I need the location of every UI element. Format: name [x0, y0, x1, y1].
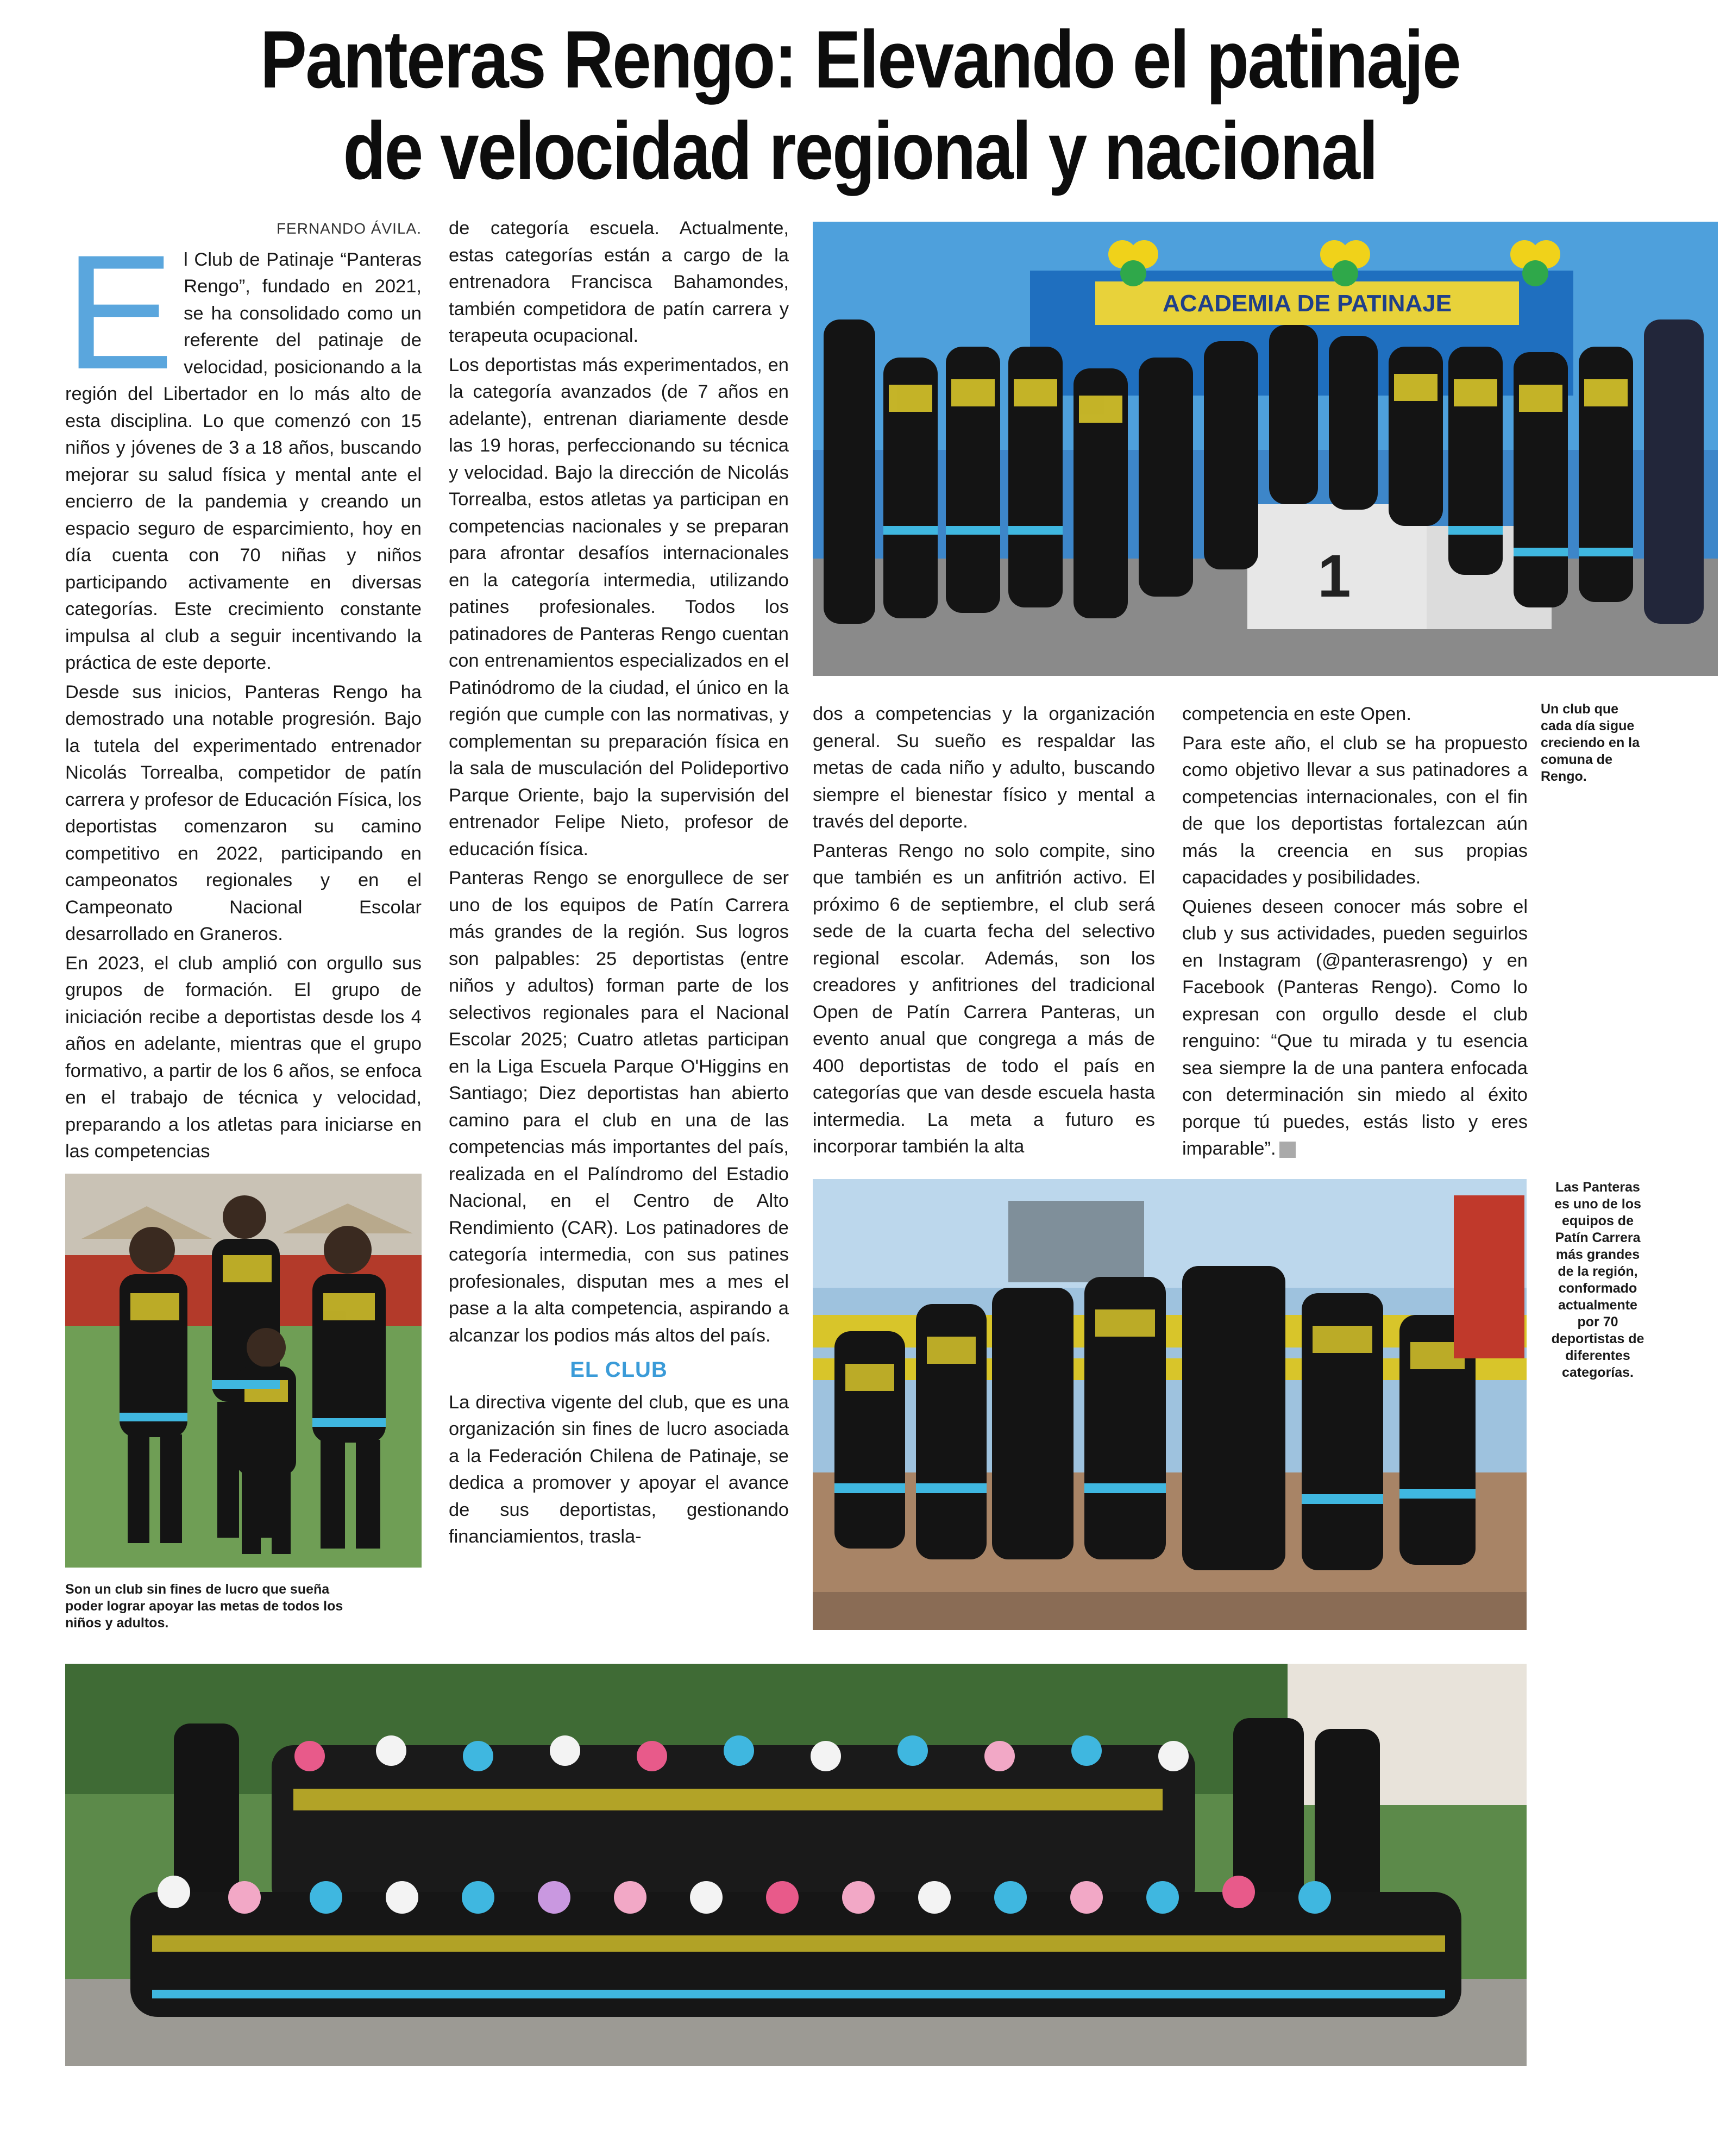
photo-group-illustration — [65, 1664, 1527, 2066]
paragraph: Panteras Rengo no solo compite, sino que también es un anfitrión activo. El próximo 6 de septiembre, el club será sede de la cuarta fecha del selectivo regional escolar. Además, son los creadores y anfitriones del tradicional Open de Patín Carrera Panteras, un evento anual que congrega a más de 400 deportistas de todo el país en categorías que van desde escuela hasta intermedia. La meta a futuro es incorporar también la alta — [813, 840, 1155, 1157]
article-column-2 — [449, 215, 789, 1639]
photo-bottom-club-group — [65, 1664, 1527, 2066]
article-column-1 — [65, 215, 422, 1162]
photo-middle-team — [813, 1179, 1527, 1630]
caption-left-photo: Son un club sin fines de lucro que sueña poder lograr apoyar las metas de todos los niños y adultos. — [65, 1582, 343, 1631]
paragraph: Panteras Rengo se enorgullece de ser uno de los equipos de Patín Carrera más grandes de la región. Sus logros son palpables: 25 deportistas (entre niños y adultos) forman parte de los selectivos regionales para el Nacional Escolar 2025; Cuatro atletas participan en la Liga Escuela Parque O'Higgins en Santiago; Diez deportistas han abierto camino para el club en una de las competencias más importantes del país, realizada en el Palíndromo del Estadio Nacional, en el Centro de Alto Rendimiento (CAR). Los patinadores de categoría intermedia, con sus patines profesionales, disputan mes a mes el pase a la alta competencia, aspirando a alcanzar los podios más altos del país. — [449, 868, 789, 1346]
section-title-el-club: EL CLUB — [570, 1358, 668, 1382]
paragraph: de categoría escuela. Actualmente, estas categorías están a cargo de la entrenadora Francisca Bahamondes, también competidora de patín carrera y terapeuta ocupacional. — [449, 218, 789, 346]
photo-team-illustration — [813, 1179, 1527, 1630]
paragraph: dos a competencias y la organización general. Su sueño es respaldar las metas de cada niño y adulto, buscando siempre el bienestar físico y mental a través del deporte. — [813, 704, 1155, 832]
paragraph: La directiva vigente del club, que es una organización sin fines de lucro asociada a la Federación Chilena de Patinaje, se dedica a promover y apoyar el avance de sus deportistas, gestionando financiamientos, trasla- — [449, 1392, 789, 1547]
caption-middle-right: Las Panteras es uno de los equipos de Patín Carrera más grandes de la región, conformado actualmente por 70 deportistas de diferentes categorías. — [1551, 1180, 1644, 1380]
headline-line-1: Panteras Rengo: Elevando el patinaje — [260, 14, 1460, 105]
paragraph-text: Quienes deseen conocer más sobre el club y sus actividades, pueden seguirlos en Instagram (@panterasrengo) y en Facebook (Panteras Rengo). Como lo expresan con orgullo desde el club renguino: “Que tu mirada y tu esencia sea siempre la de una pantera enfocada con determinación sin miedo al éxito porque tú puedes, estás listo y eres imparable”. — [1182, 896, 1528, 1159]
byline: FERNANDO ÁVILA. — [276, 220, 422, 237]
paragraph: Para este año, el club se ha propuesto como objetivo llevar a sus patinadores a competencias internacionales, con el fin de que los deportistas fortalezcan aún más la creencia en sus propias capacidades y posibilidades. — [1182, 732, 1528, 888]
photo-top-podium — [813, 222, 1718, 676]
end-of-article-icon — [1279, 1142, 1296, 1158]
podium-number: 1 — [1317, 543, 1351, 610]
paragraph: l Club de Patinaje “Panteras Rengo”, fundado en 2021, se ha consolidado como un referente del patinaje de velocidad, posicionando a la región del Libertador en lo más alto de esta disciplina. Lo que comenzó con 15 niños y jóvenes de 3 a 18 años, buscando mejorar su salud física y mental ante el encierro de la pandemia y creando un espacio seguro de esparcimiento, hoy en día cuenta con 70 niñas y niños participando activamente en diversas categorías. Este crecimiento constante impulsa al club a seguir incentivando la práctica de este deporte. — [65, 249, 422, 673]
paragraph — [1182, 894, 1528, 1163]
paragraph: Los deportistas más experimentados, en la categoría avanzados (de 7 años en adelante), entrenan diariamente desde las 19 horas, perfeccionando su técnica y velocidad. Bajo la dirección de Nicolás Torrealba, estos atletas ya participan en competencias nacionales y se preparan para afrontar desafíos internacionales en la categoría intermedia, utilizando patines profesionales. Todos los patinadores de Panteras Rengo cuentan con entrenamientos especializados en el Patinódromo de la ciudad, el único en la región que cumple con las normativas, y complementan su preparación física en la sala de musculación del Polideportivo Parque Oriente, bajo la supervisión del entrenador Felipe Nieto, profesor de educación física. — [449, 354, 789, 860]
article-column-3 — [813, 701, 1155, 1168]
headline-line-2: de velocidad regional y nacional — [343, 105, 1377, 196]
paragraph: Desde sus inicios, Panteras Rengo ha demostrado una notable progresión. Bajo la tutela del experimentado entrenador Nicolás Torrealba, competidor de patín carrera y profesor de Educación Física, los deportistas comenzaron su camino competitivo en 2022, participando en campeonatos regionales y en el Campeonato Nacional Escolar desarrollado en Graneros. — [65, 681, 422, 944]
article-column-4 — [1182, 701, 1528, 1168]
photo-podium-illustration — [813, 222, 1718, 676]
headline — [177, 14, 1543, 196]
paragraph: En 2023, el club amplió con orgullo sus grupos de formación. El grupo de iniciación recibe a deportistas desde los 4 años en adelante, mientras que el grupo formativo, a partir de los 6 años, se enfoca en el trabajo de técnica y velocidad, preparando a los atletas para iniciarse en las competencias — [65, 952, 422, 1162]
caption-top-right: Un club que cada día sigue creciendo en la comuna de Rengo. — [1541, 701, 1640, 784]
banner-text: ACADEMIA DE PATINAJE — [1162, 290, 1452, 317]
drop-cap: E — [65, 220, 174, 403]
photo-left-illustration — [65, 1174, 422, 1568]
paragraph: competencia en este Open. — [1182, 704, 1411, 724]
photo-left-group — [65, 1174, 422, 1568]
